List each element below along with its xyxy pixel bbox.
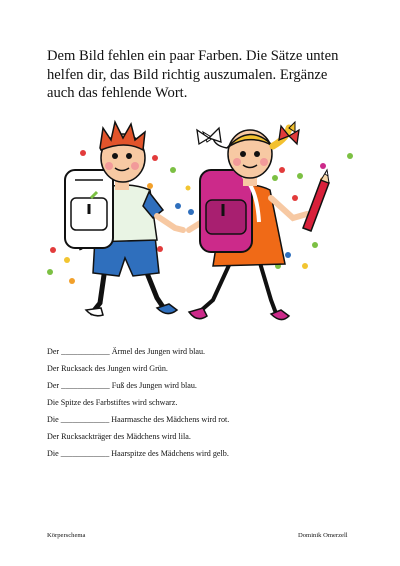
sentence-5: Die ____________ Haarmasche des Mädchens wird rot. [47,414,230,424]
sentence-list [47,348,367,467]
sentence-7: Die ____________ Haarspitze des Mädchens wird gelb. [47,448,229,458]
girl-figure [189,122,329,320]
worksheet-title: Dem Bild fehlen ein paar Farben. Die Sätze unten helfen dir, das Bild richtig auszumalen. Ergänze auch das fehlende Wort. [47,48,339,101]
sentence-1: Der ____________ Ärmel des Jungen wird blau. [47,347,206,356]
sentence-4: Die Spitze des Farbstiftes wird schwarz. [47,397,178,407]
footer-author: Dominik Omerzell [298,532,348,539]
children-illustration [45,118,357,333]
sentence-2: Der Rucksack des Jungen wird Grün. [47,363,168,373]
sentence-3: Der ____________ Fuß des Jungen wird blau. [47,380,197,390]
footer-topic: Körperschema [47,532,86,539]
sentence-6: Der Rucksackträger des Mädchens wird lila. [47,431,191,441]
